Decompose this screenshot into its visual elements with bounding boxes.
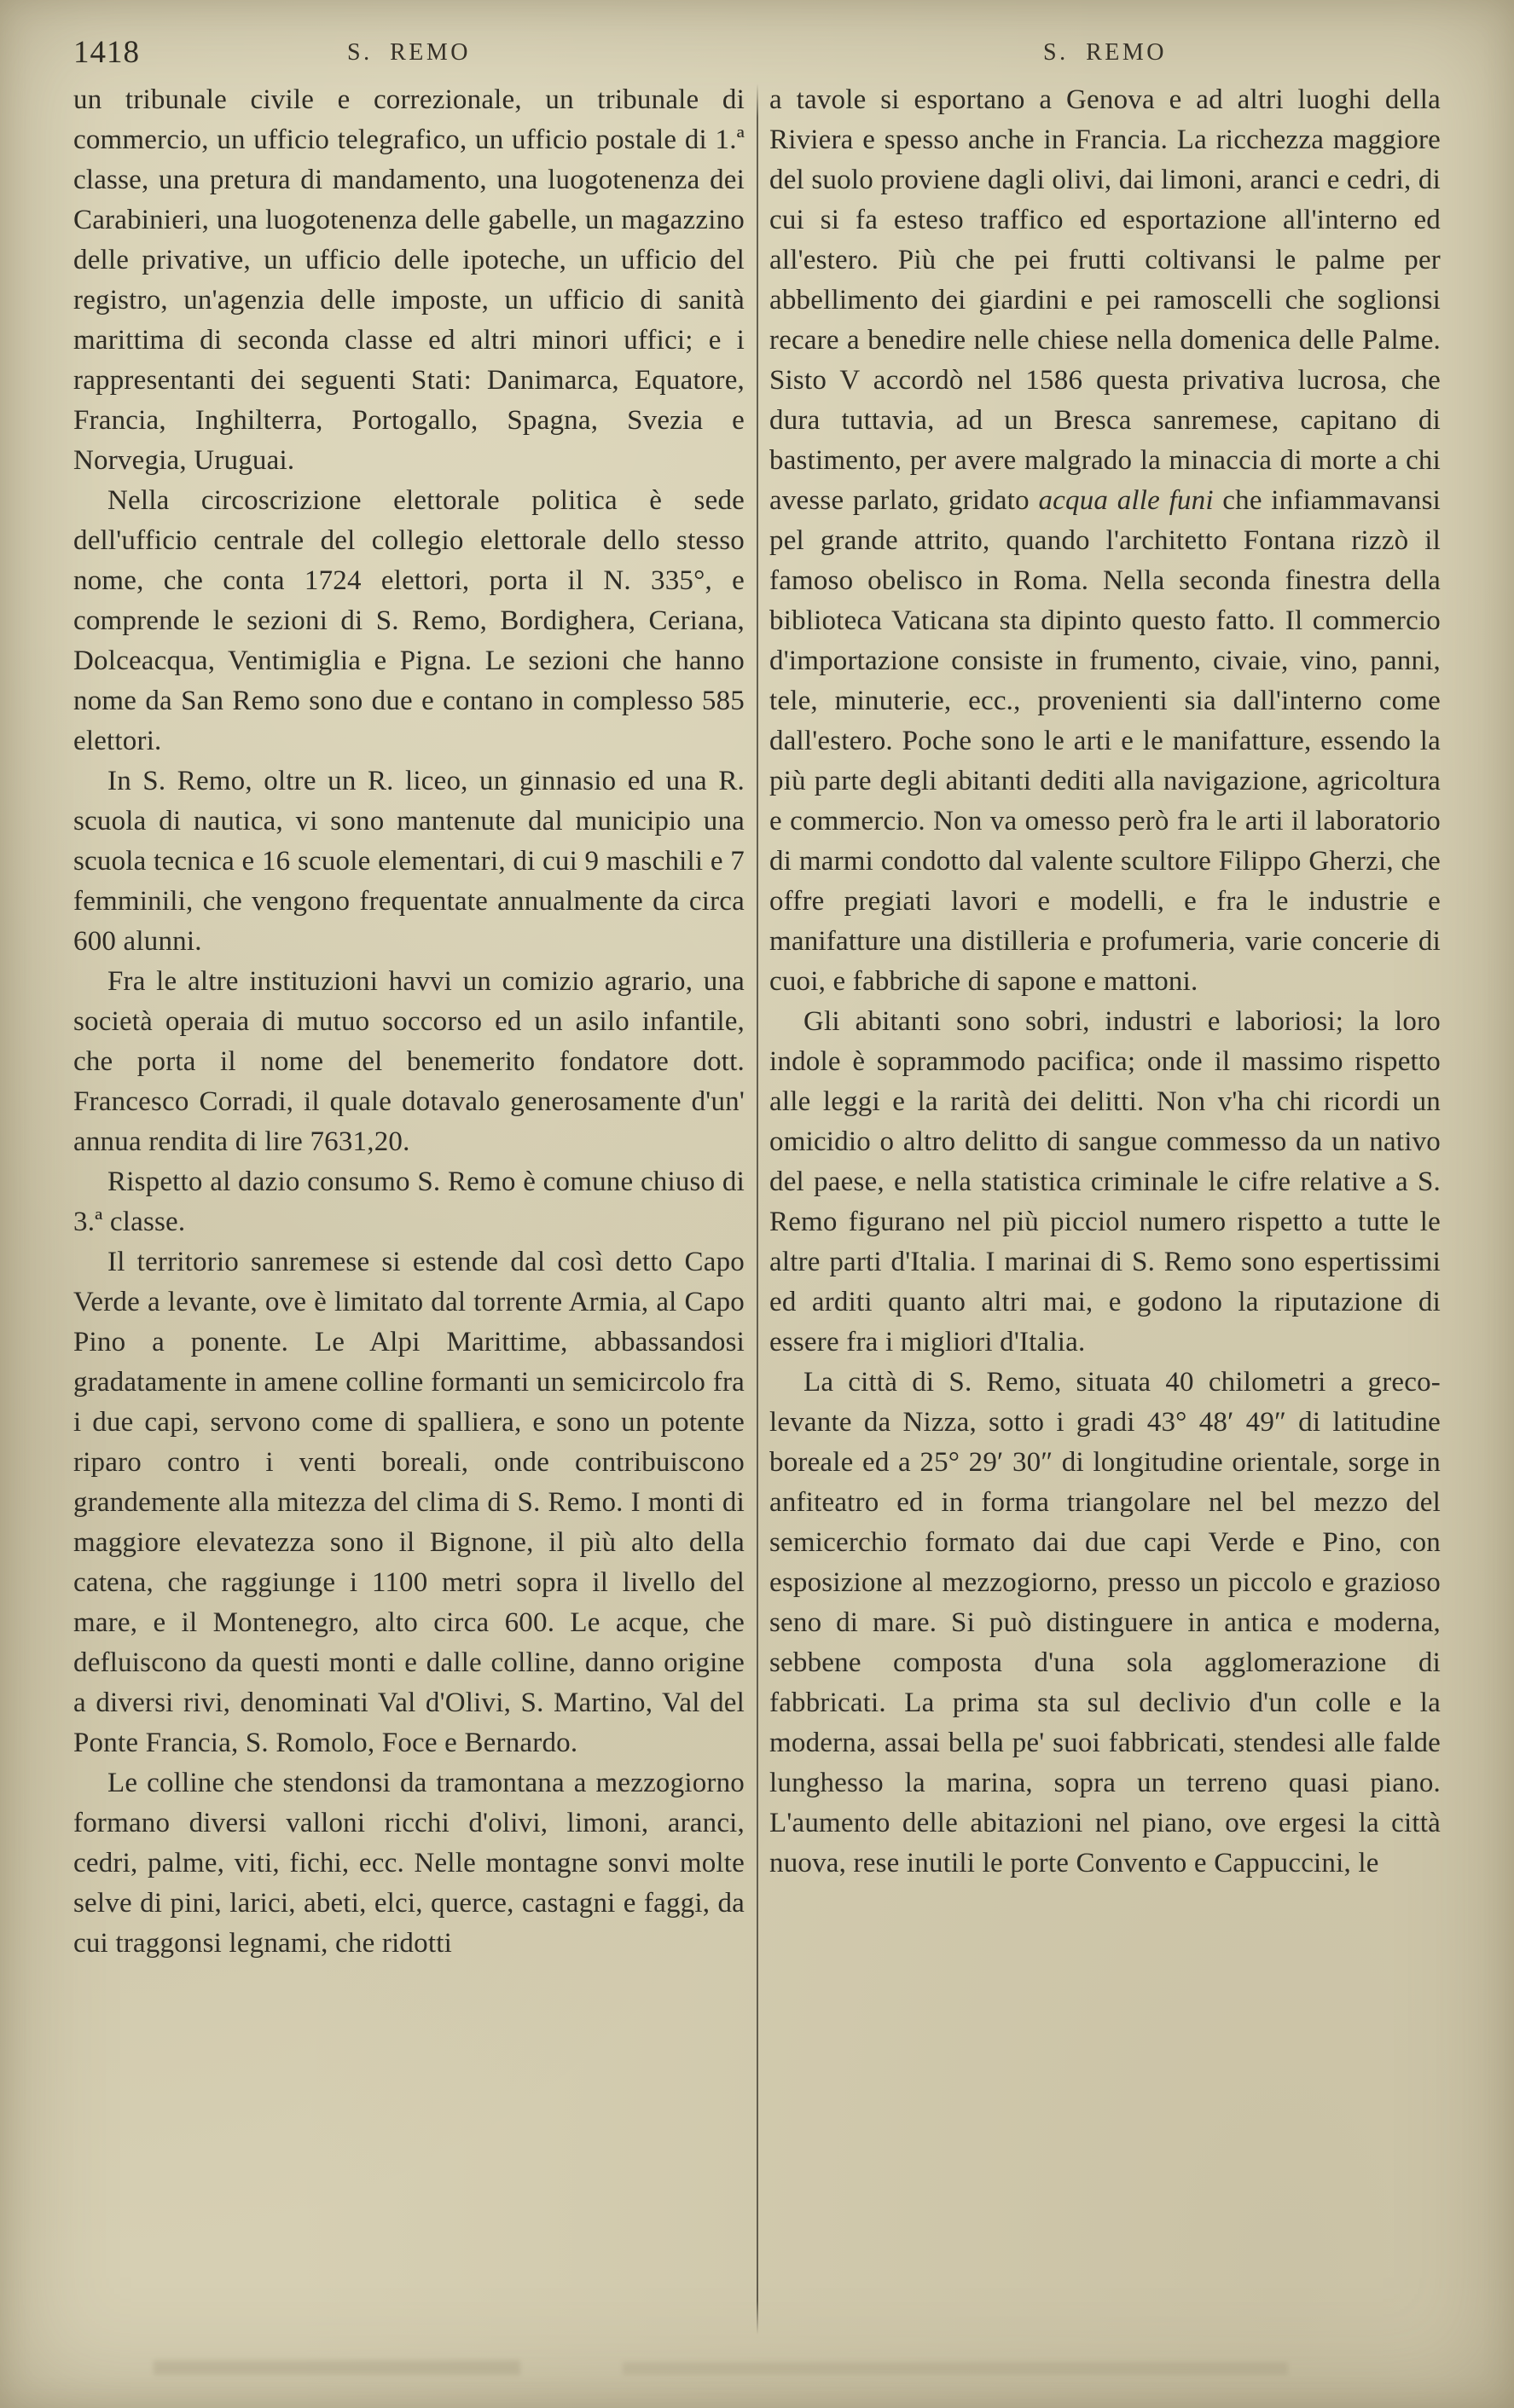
page-header xyxy=(0,0,1514,77)
text-columns xyxy=(73,80,1441,2335)
running-title-right: S. REMO xyxy=(1043,39,1167,66)
paragraph: Fra le altre instituzioni havvi un comizio agrario, una società operaia di mutuo soccorso ed un asilo infantile, che porta il nome del benemerito fondatore dott. Francesco Corradi, il quale dotavalo generosamente d'un' annua rendita di lire 7631,20. xyxy=(73,966,745,1157)
italic-phrase: acqua alle funi xyxy=(1038,485,1214,516)
paragraph: La città di S. Remo, situata 40 chilometri a greco-levante da Nizza, sotto i gradi 43° 48′ 49″ di latitudine boreale ed a 25° 29′ 30″ di longitudine orientale, sorge in anfiteatro ed in forma triangolare nel bel mezzo del semicerchio formato dai due capi Verde e Pino, con esposizione al mezzogiorno, presso un piccolo e grazioso seno di mare. Si può distinguere in antica e moderna, sebbene composta d'una sola agglomerazione di fabbricati. La prima sta sul declivio d'un colle e la moderna, assai bella pe' suoi fabbricati, stendesi alle falde lunghesso la marina, sopra un terreno quasi piano. L'aumento delle abitazioni nel piano, ove ergesi la città nuova, rese inutili le porte Convento e Cappuccini, le xyxy=(769,1367,1441,1878)
column-divider xyxy=(757,84,758,2335)
left-column xyxy=(73,80,745,1964)
right-column xyxy=(769,80,1441,1884)
running-title-left: S. REMO xyxy=(347,39,471,66)
paragraph-text: che infiammavansi pel grande attrito, quando l'architetto Fontana rizzò il famoso obelisco in Roma. Nella seconda finestra della biblioteca Vaticana sta dipinto questo fatto. Il commercio d'importazione consiste in frumento, civaie, vino, panni, tele, minuterie, ecc., provenienti sia dall'interno come dall'estero. Poche sono le arti e le manifatture, essendo la più parte degli abitanti dediti alla navigazione, agricoltura e commercio. Non va omesso però fra le arti il laboratorio di marmi condotto dal valente scultore Filippo Gherzi, che offre pregiati lavori e modelli, e fra le industrie e manifatture una distilleria e profumeria, varie concerie di cuoi, e fabbriche di sapone e mattoni. xyxy=(769,485,1441,997)
paragraph: un tribunale civile e correzionale, un tribunale di commercio, un ufficio telegrafico, un ufficio postale di 1.ª classe, una pretura di mandamento, una luogotenenza dei Carabinieri, una luogotenenza delle gabelle, un magazzino delle privative, un ufficio delle ipoteche, un ufficio del registro, un'agenzia delle imposte, un ufficio di sanità marittima di seconda classe ed altri minori uffici; e i rappresentanti dei seguenti Stati: Danimarca, Equatore, Francia, Inghilterra, Portogallo, Spagna, Svezia e Norvegia, Uruguai. xyxy=(73,84,745,476)
page-show-through-artifact xyxy=(94,2352,1424,2389)
paragraph: Il territorio sanremese si estende dal così detto Capo Verde a levante, ove è limitato dal torrente Armia, al Capo Pino a ponente. Le Alpi Marittime, abbassandosi gradatamente in amene colline formanti un semicircolo fra i due capi, servono come di spalliera, e sono un potente riparo contro i venti boreali, onde contribuiscono grandemente alla mitezza del clima di S. Remo. I monti di maggiore elevatezza sono il Bignone, il più alto della catena, che raggiunge i 1100 metri sopra il livello del mare, e il Montenegro, alto circa 600. Le acque, che defluiscono da questi monti e dalle colline, danno origine a diversi rivi, denominati Val d'Olivi, S. Martino, Val del Ponte Francia, S. Romolo, Foce e Bernardo. xyxy=(73,1247,745,1758)
paragraph-text: a tavole si esportano a Genova e ad altri luoghi della Riviera e spesso anche in Francia. La ricchezza maggiore del suolo proviene dagli olivi, dai limoni, aranci e cedri, di cui si fa esteso traffico ed esportazione all'interno ed all'estero. Più che pei frutti coltivansi le palme per abbellimento dei giardini e pei ramoscelli che soglionsi recare a benedire nelle chiese nella domenica delle Palme. Sisto V accordò nel 1586 questa privativa lucrosa, che dura tuttavia, ad un Bresca sanremese, capitano di bastimento, per avere malgrado la minaccia di morte a chi avesse parlato, gridato xyxy=(769,84,1441,516)
paragraph: In S. Remo, oltre un R. liceo, un ginnasio ed una R. scuola di nautica, vi sono mantenute dal municipio una scuola tecnica e 16 scuole elementari, di cui 9 maschili e 7 femminili, che vengono frequentate annualmente da circa 600 alunni. xyxy=(73,766,745,957)
paragraph xyxy=(769,80,1441,1002)
paragraph: Nella circoscrizione elettorale politica è sede dell'ufficio centrale del collegio elettorale dello stesso nome, che conta 1724 elettori, porta il N. 335°, e comprende le sezioni di S. Remo, Bordighera, Ceriana, Dolceacqua, Ventimiglia e Pigna. Le sezioni che hanno nome da San Remo sono due e contano in complesso 585 elettori. xyxy=(73,485,745,756)
paragraph: Gli abitanti sono sobri, industri e laboriosi; la loro indole è soprammodo pacifica; onde il massimo rispetto alle leggi e la rarità dei delitti. Non v'ha chi ricordi un omicidio o altro delitto di sangue commesso da un nativo del paese, e nella statistica criminale le cifre relative a S. Remo figurano nel più picciol numero rispetto a tutte le altre parti d'Italia. I marinai di S. Remo sono espertissimi ed arditi quanto altri mai, e godono la riputazione di essere fra i migliori d'Italia. xyxy=(769,1006,1441,1357)
page-number: 1418 xyxy=(73,35,140,70)
paragraph: Rispetto al dazio consumo S. Remo è comune chiuso di 3.ª classe. xyxy=(73,1166,745,1237)
paragraph: Le colline che stendonsi da tramontana a mezzogiorno formano diversi valloni ricchi d'olivi, limoni, aranci, cedri, palme, viti, fichi, ecc. Nelle montagne sonvi molte selve di pini, larici, abeti, elci, querce, castagni e faggi, da cui traggonsi legnami, che ridotti xyxy=(73,1768,745,1959)
